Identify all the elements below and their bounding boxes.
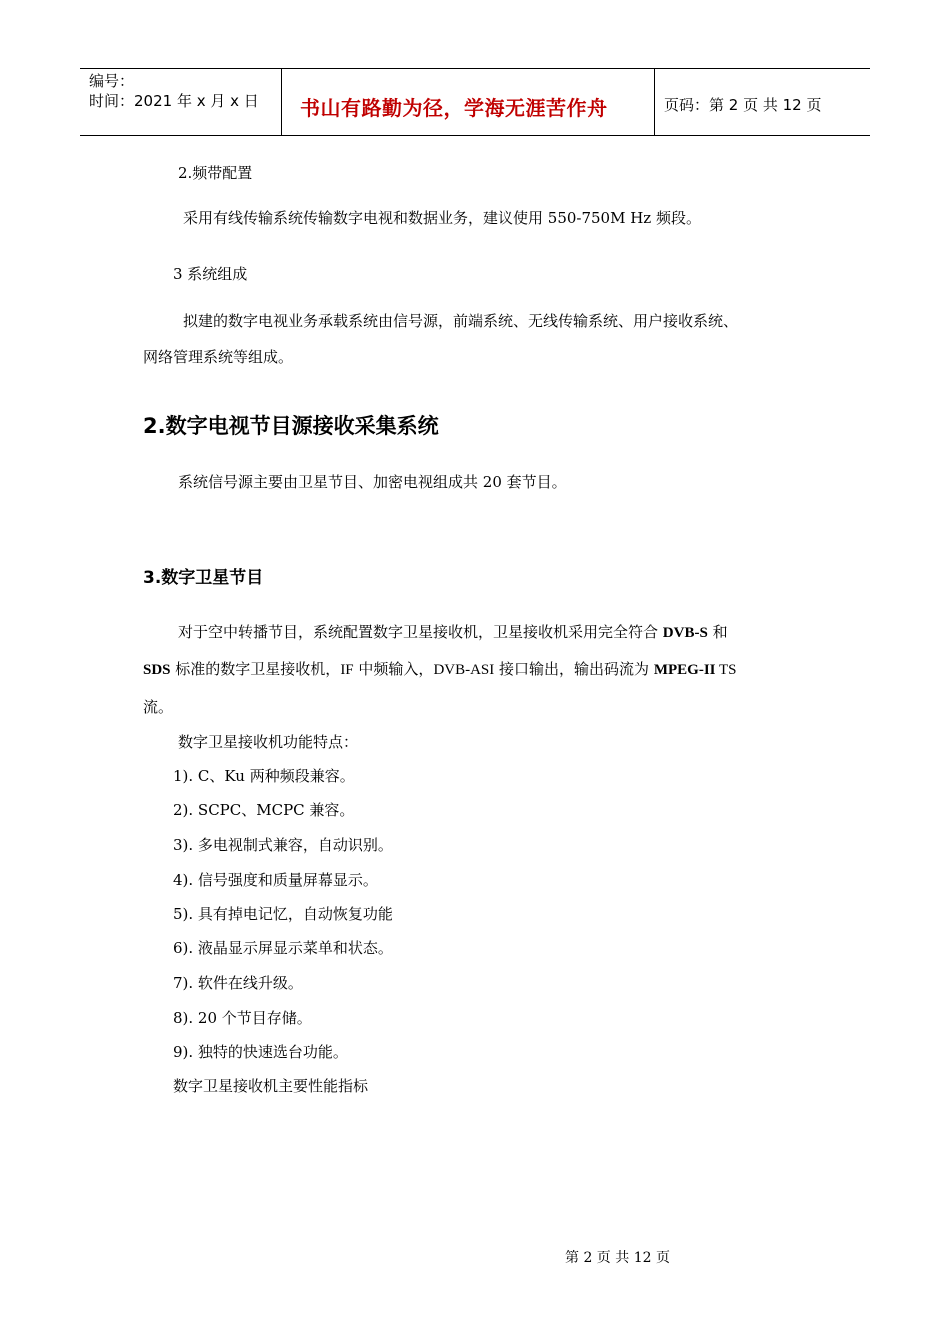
features-title: 数字卫星接收机功能特点： bbox=[178, 733, 359, 751]
spec-title: 数字卫星接收机主要性能指标 bbox=[173, 1077, 369, 1095]
footer-page-number: 第 2 页 共 12 页 bbox=[565, 1250, 670, 1266]
header-top-rule bbox=[80, 68, 870, 69]
satellite-text: 标准的数字卫星接收机， bbox=[170, 660, 341, 678]
feature-item: 2). SCPC、MCPC 兼容。 bbox=[173, 801, 355, 819]
header-page-info: 页码：第 2 页 共 12 页 bbox=[664, 96, 822, 114]
header-bottom-rule bbox=[80, 135, 870, 136]
section-band-text: 采用有线传输系统传输数字电视和数据业务，建议使用 550-750M Hz 频段。 bbox=[183, 209, 701, 227]
feature-item: 4). 信号强度和质量屏幕显示。 bbox=[173, 871, 378, 889]
term-ts: TS bbox=[715, 662, 737, 678]
heading-source-system: 2.数字电视节目源接收采集系统 bbox=[143, 414, 439, 438]
header-divider-right bbox=[654, 68, 655, 136]
satellite-text: 中频输入， bbox=[353, 660, 434, 678]
standard-mpeg-ii: MPEG-II bbox=[653, 662, 716, 678]
feature-item: 8). 20 个节目存储。 bbox=[173, 1009, 312, 1027]
feature-item: 1). C、Ku 两种频段兼容。 bbox=[173, 767, 355, 785]
section-band-title: 2.频带配置 bbox=[178, 164, 253, 182]
feature-item: 6). 液晶显示屏显示菜单和状态。 bbox=[173, 939, 393, 957]
section-system-line-2: 网络管理系统等组成。 bbox=[143, 348, 294, 366]
feature-item: 9). 独特的快速选台功能。 bbox=[173, 1043, 348, 1061]
satellite-paragraph-line-3: 流。 bbox=[143, 698, 174, 716]
term-if: IF bbox=[340, 662, 354, 678]
satellite-text: 和 bbox=[707, 623, 728, 641]
feature-item: 7). 软件在线升级。 bbox=[173, 974, 303, 992]
source-text: 系统信号源主要由卫星节目、加密电视组成共 20 套节目。 bbox=[178, 473, 567, 491]
standard-sds: SDS bbox=[143, 662, 171, 678]
section-system-line-1: 拟建的数字电视业务承载系统由信号源，前端系统、无线传输系统、用户接收系统、 bbox=[183, 312, 739, 330]
header-time-label: 时间：2021 年 x 月 x 日 bbox=[89, 92, 259, 110]
satellite-text: 对于空中转播节目，系统配置数字卫星接收机，卫星接收机采用完全符合 bbox=[178, 623, 663, 641]
header-motto: 书山有路勤为径，学海无涯苦作舟 bbox=[300, 96, 608, 120]
header-id-label: 编号： bbox=[89, 72, 135, 90]
section-system-title: 3 系统组成 bbox=[173, 265, 248, 283]
feature-item: 5). 具有掉电记忆，自动恢复功能 bbox=[173, 905, 393, 923]
header-divider-left bbox=[281, 68, 282, 136]
satellite-text: 接口输出，输出码流为 bbox=[494, 660, 654, 678]
heading-satellite: 3.数字卫星节目 bbox=[143, 568, 264, 588]
term-dvb-asi: DVB-ASI bbox=[433, 662, 495, 678]
satellite-paragraph-line-2 bbox=[143, 658, 736, 679]
satellite-paragraph-line-1 bbox=[178, 621, 728, 642]
feature-item: 3). 多电视制式兼容，自动识别。 bbox=[173, 836, 393, 854]
standard-dvb-s: DVB-S bbox=[662, 625, 708, 641]
